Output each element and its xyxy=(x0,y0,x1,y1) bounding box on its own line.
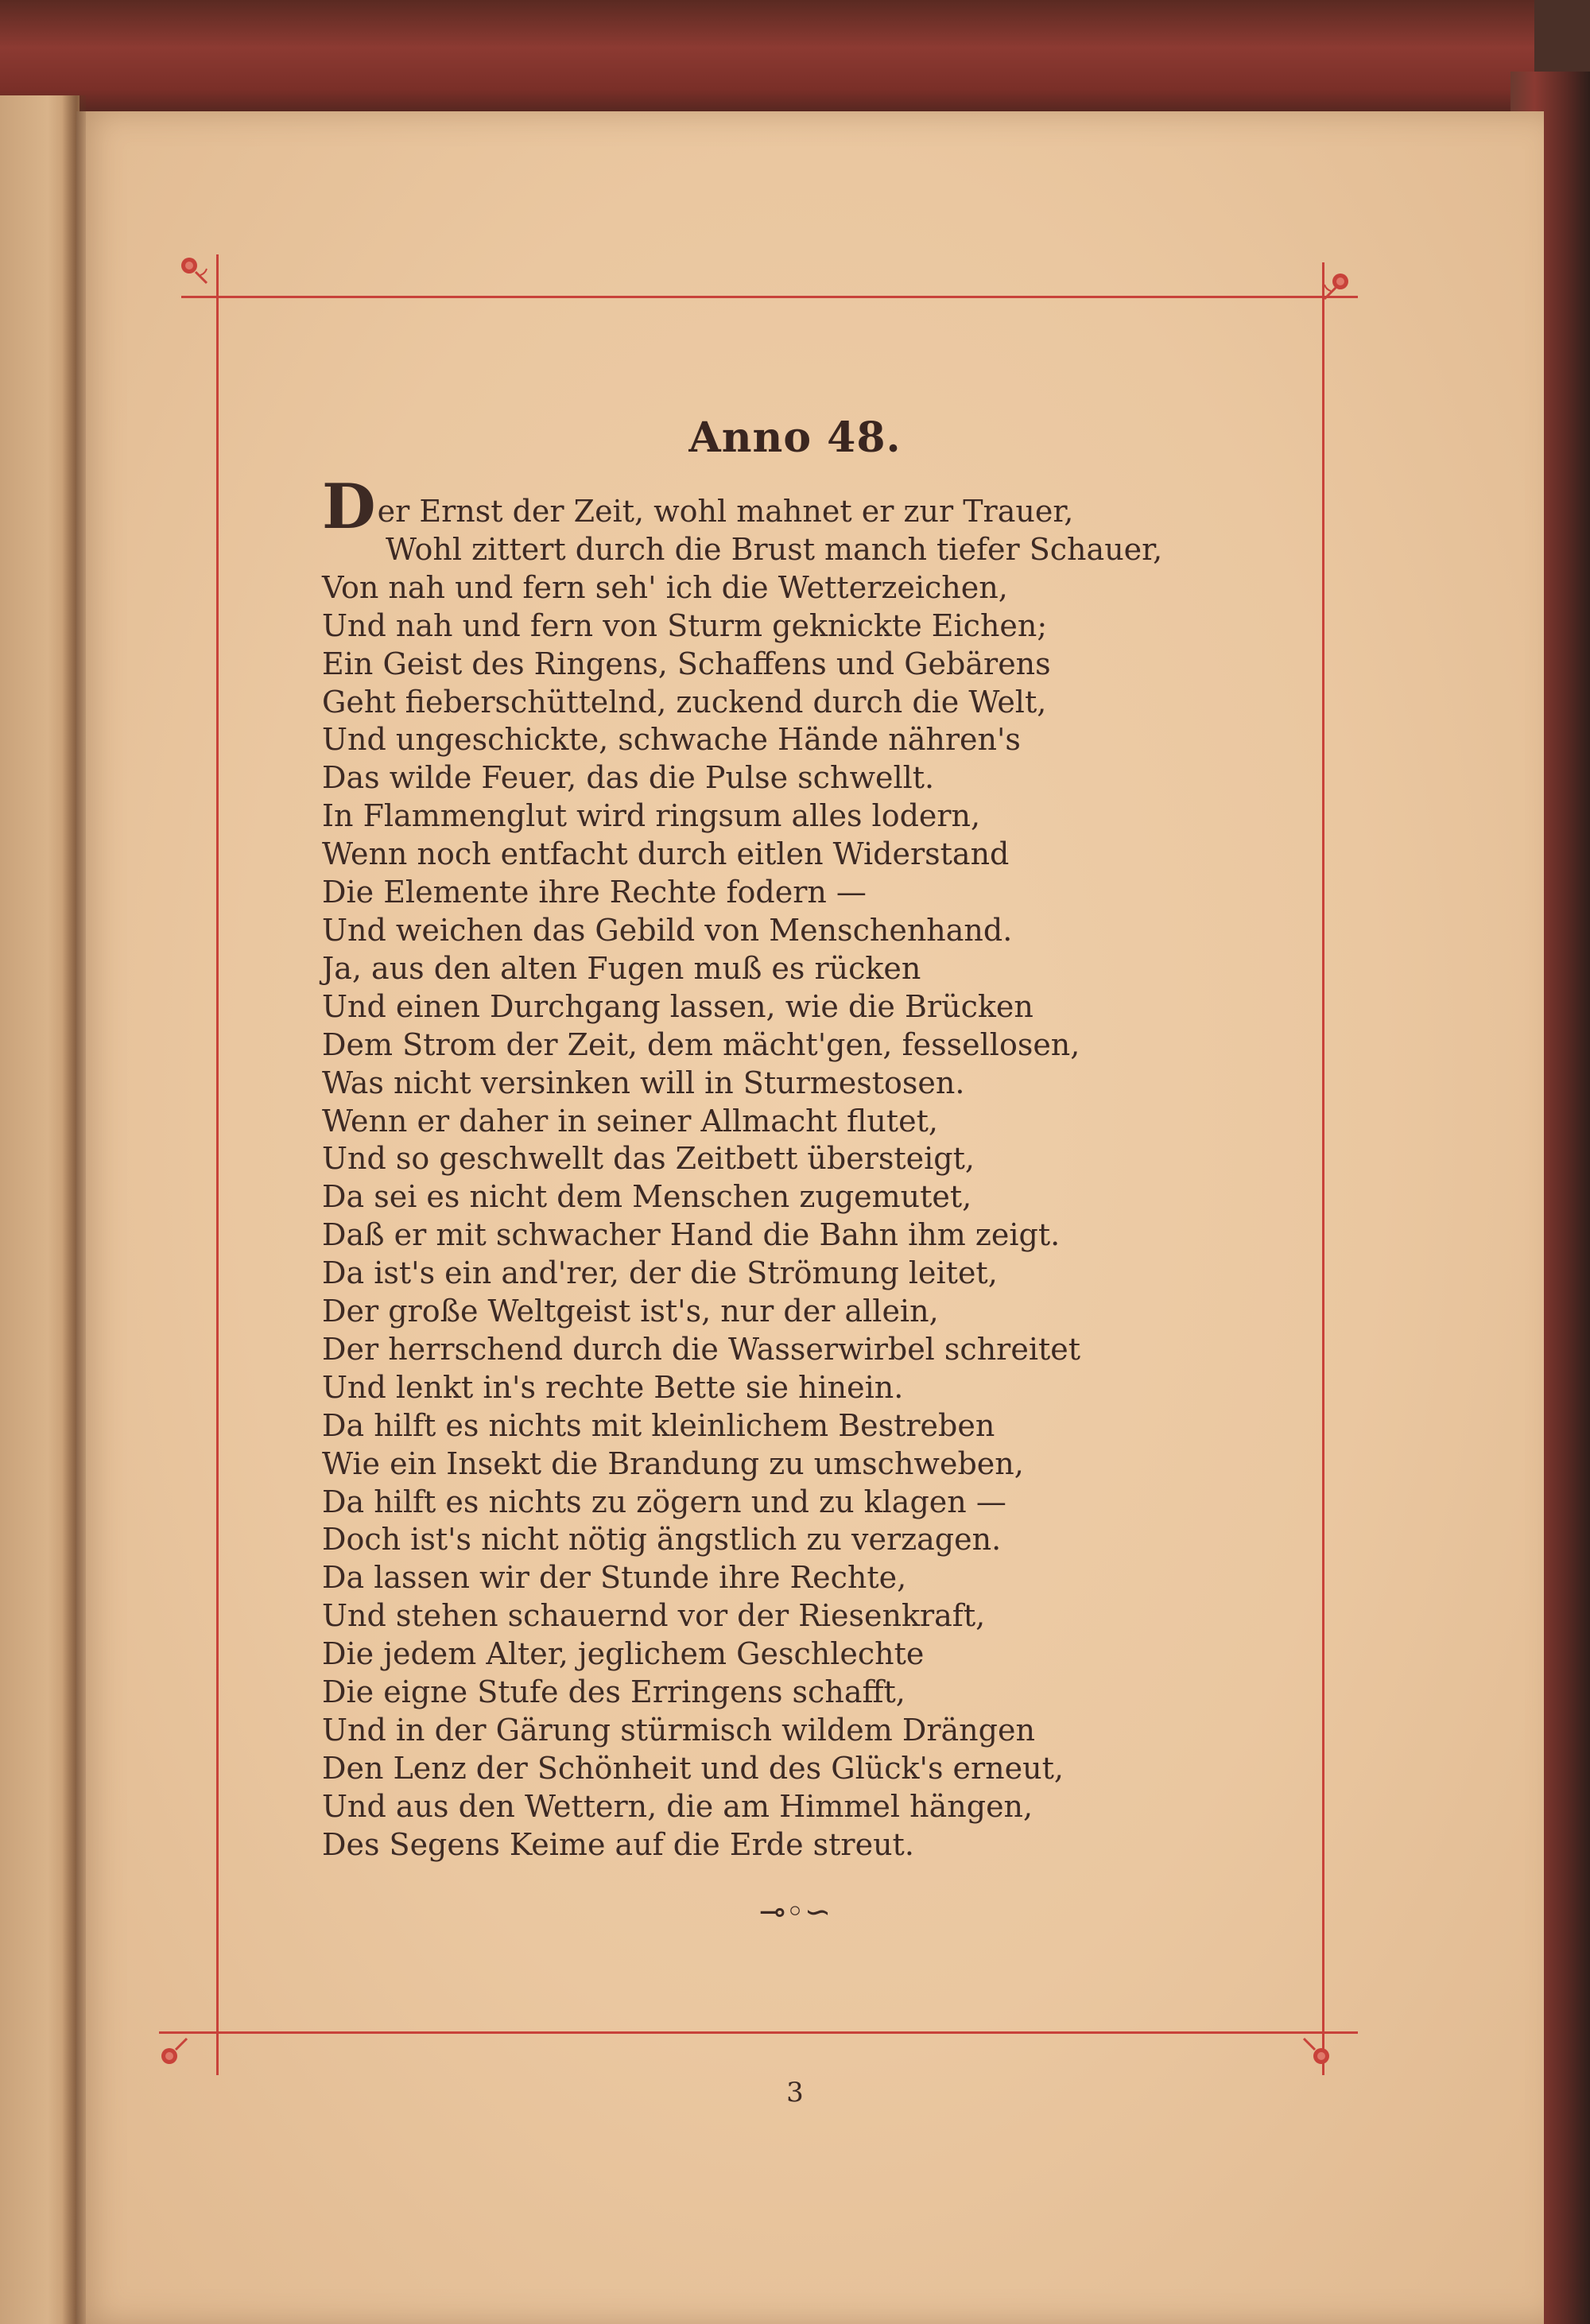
poem-line: Der große Weltgeist ist's, nur der allein, xyxy=(322,1294,939,1329)
poem-line: Und so geschwellt das Zeitbett übersteigt, xyxy=(322,1141,975,1177)
poem-line: Die jedem Alter, jeglichem Geschlechte xyxy=(322,1636,925,1672)
poem-line: Da hilft es nichts mit kleinlichem Bestreben xyxy=(322,1407,995,1443)
poem-line: In Flammenglut wird ringsum alles lodern, xyxy=(322,798,981,834)
rose-corner-icon xyxy=(176,253,211,288)
poem-line: Da hilft es nichts zu zögern und zu klagen — xyxy=(322,1484,1006,1519)
frame-left-line xyxy=(216,254,219,2075)
poem-line: Die Elemente ihre Rechte fodern — xyxy=(322,875,867,910)
book-binding-top xyxy=(0,0,1534,119)
poem-line: Die eigne Stufe des Erringens schafft, xyxy=(322,1674,906,1710)
poem-line: Und weichen das Gebild von Menschenhand. xyxy=(322,912,1013,948)
poem-line: Und nah und fern von Sturm geknickte Eichen; xyxy=(322,607,1048,643)
frame-right-line xyxy=(1322,262,1324,2075)
poem-line: Ein Geist des Ringens, Schaffens und Gebärens xyxy=(322,646,1051,681)
poem-line: Und stehen schauernd vor der Riesenkraft, xyxy=(322,1598,986,1634)
poem-line: Und in der Gärung stürmisch wildem Drängen xyxy=(322,1713,1035,1748)
poem-line: Und lenkt in's rechte Bette sie hinein. xyxy=(322,1369,904,1405)
poem-line: Das wilde Feuer, das die Pulse schwellt. xyxy=(322,760,935,796)
poem-line: Den Lenz der Schönheit und des Glück's erneut, xyxy=(322,1750,1064,1786)
poem-line: Da ist's ein and'rer, der die Strömung leitet, xyxy=(322,1255,998,1291)
poem-line: Der herrschend durch die Wasserwirbel schreitet xyxy=(322,1331,1081,1367)
drop-cap: D xyxy=(322,471,376,543)
poem-line xyxy=(322,471,1260,543)
frame-top-line xyxy=(181,296,1358,298)
poem-line: Daß er mit schwacher Hand die Bahn ihm zeigt. xyxy=(322,1217,1061,1253)
poem-line: Was nicht versinken will in Sturmestosen. xyxy=(322,1065,965,1100)
poem-line-text: er Ernst der Zeit, wohl mahnet er zur Trauer, xyxy=(377,494,1074,529)
frame-bottom-line xyxy=(159,2031,1358,2034)
poem-line: Wohl zittert durch die Brust manch tiefer Schauer, xyxy=(386,531,1163,567)
poem-line: Wie ein Insekt die Brandung zu umschweben, xyxy=(322,1445,1024,1481)
poem-line: Wenn noch entfacht durch eitlen Widerstand xyxy=(322,836,1010,872)
poem-line: Wenn er daher in seiner Allmacht flutet, xyxy=(322,1103,938,1139)
poem-line: Und aus den Wettern, die am Himmel hängen, xyxy=(322,1788,1034,1824)
rose-corner-icon xyxy=(1301,2035,1336,2070)
poem-line: Geht fieberschüttelnd, zuckend durch die Welt, xyxy=(322,684,1047,720)
page-number: 3 xyxy=(786,2077,804,2109)
poem-line: Dem Strom der Zeit, dem mächt'gen, fessellosen, xyxy=(322,1026,1080,1062)
poem-line: Doch ist's nicht nötig ängstlich zu verzagen. xyxy=(322,1522,1002,1558)
poem-line: Ja, aus den alten Fugen muß es rücken xyxy=(322,950,921,986)
rose-corner-icon xyxy=(1320,269,1355,304)
poem-line: Und einen Durchgang lassen, wie die Brücken xyxy=(322,988,1034,1024)
poem-line: Von nah und fern seh' ich die Wetterzeichen, xyxy=(322,569,1008,605)
poem-line: Des Segens Keime auf die Erde streut. xyxy=(322,1826,914,1862)
poem-body xyxy=(322,471,1260,1864)
rose-corner-icon xyxy=(155,2035,190,2070)
end-ornament: ⊸◦∽ xyxy=(758,1894,832,1930)
poem-line: Da lassen wir der Stunde ihre Rechte, xyxy=(322,1560,907,1596)
poem-title: Anno 48. xyxy=(688,413,902,462)
poem-line: Da sei es nicht dem Menschen zugemutet, xyxy=(322,1179,972,1215)
poem-line: Und ungeschickte, schwache Hände nähren's xyxy=(322,722,1021,758)
